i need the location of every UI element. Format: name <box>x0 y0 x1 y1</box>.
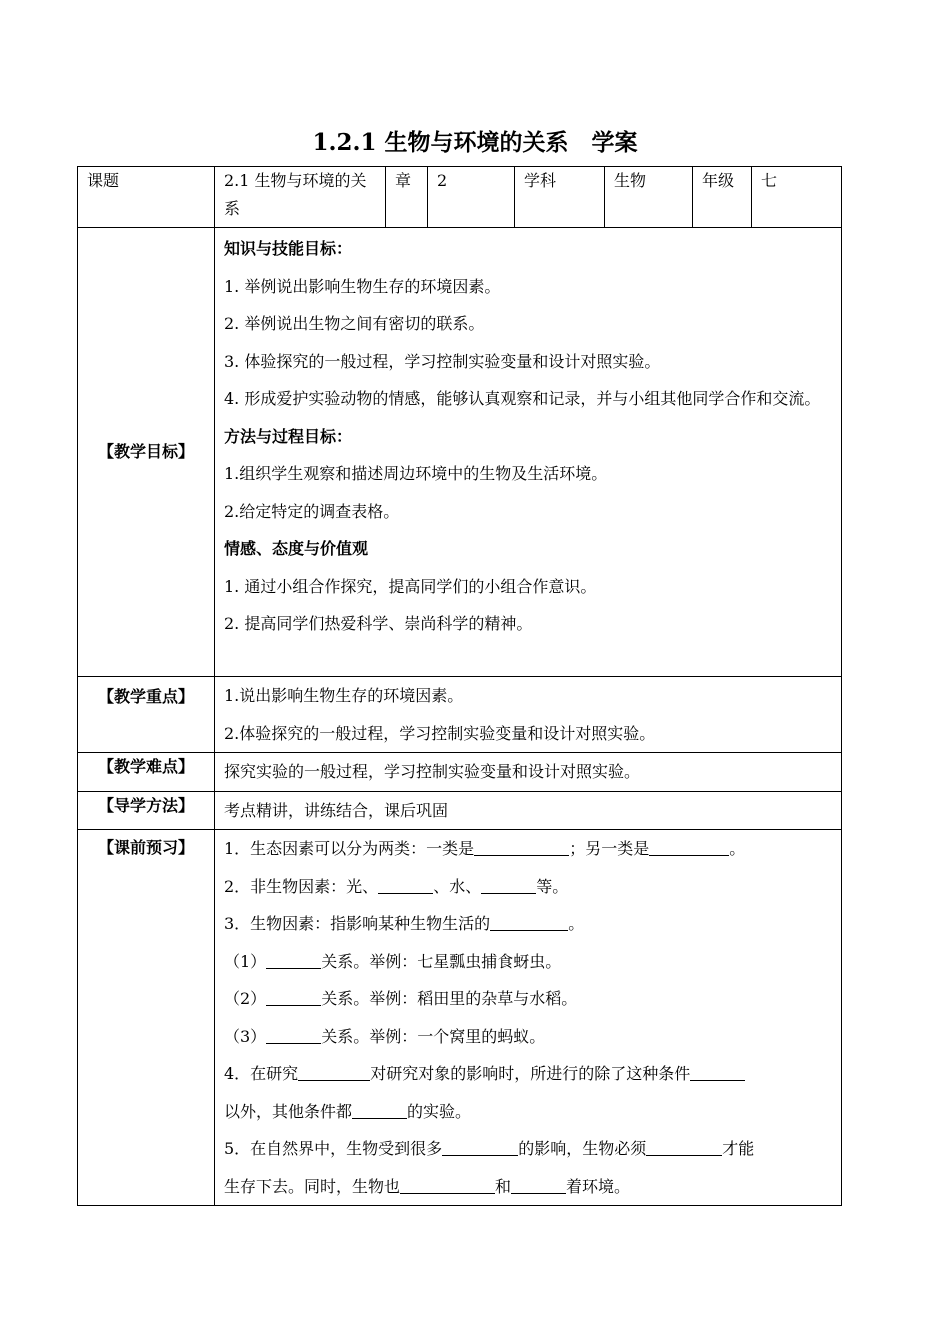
fill-blank <box>298 1062 370 1081</box>
knowledge-heading: 知识与技能目标： <box>224 239 353 258</box>
fill-blank <box>378 875 433 894</box>
key-points-label: 【教学重点】 <box>78 677 215 753</box>
fill-blank <box>352 1100 407 1119</box>
chapter-value: 2 <box>428 167 515 228</box>
subject-value: 生物 <box>605 167 693 228</box>
key-points-content <box>215 677 842 753</box>
fill-blank <box>649 837 729 856</box>
preview-sub-1: （1） 关系。举例：七星瓢虫捕食蚜虫。 <box>224 951 562 971</box>
fill-blank <box>266 987 321 1006</box>
method-content <box>215 791 842 830</box>
fill-blank <box>266 1025 321 1044</box>
difficult-item: 探究实验的一般过程，学习控制实验变量和设计对照实验。 <box>224 762 641 781</box>
preview-content <box>215 830 842 1206</box>
fill-blank <box>442 1137 518 1156</box>
preview-sub-2: （2） 关系。举例：稻田里的杂草与水稻。 <box>224 989 578 1008</box>
fill-blank <box>690 1062 745 1081</box>
preview-question-4: 4．在研究 对研究对象的影响时，所进行的除了这种条件 <box>224 1055 832 1093</box>
goal-item: 3. 体验探究的一般过程，学习控制实验变量和设计对照实验。 <box>224 351 661 371</box>
goal-item: 2.给定特定的调查表格。 <box>224 501 400 521</box>
attitude-heading: 情感、态度与价值观 <box>224 539 369 558</box>
fill-blank <box>511 1175 566 1194</box>
fill-blank <box>400 1175 495 1194</box>
preview-sub-3: （3） 关系。举例：一个窝里的蚂蚁。 <box>224 1026 546 1046</box>
subject-label: 学科 <box>515 167 605 228</box>
method-row <box>78 791 842 830</box>
preview-question-5-cont: 生存下去。同时，生物也 和 着环境。 <box>224 1176 631 1196</box>
goal-item: 1.组织学生观察和描述周边环境中的生物及生活环境。 <box>224 464 608 483</box>
preview-question-3: 3．生物因素：指影响某种生物生活的 。 <box>224 914 585 933</box>
topic-label: 课题 <box>78 167 215 228</box>
difficult-content <box>215 753 842 792</box>
fill-blank <box>646 1137 722 1156</box>
preview-question-5: 5．在自然界中，生物受到很多 的影响，生物必须 才能 <box>224 1139 755 1158</box>
header-row <box>78 167 842 228</box>
lesson-plan-table <box>77 166 842 1206</box>
goals-row <box>78 228 842 677</box>
page-title: 1.2.1 生物与环境的关系 学案 <box>312 129 638 156</box>
preview-question-4-cont: 以外，其他条件都 的实验。 <box>224 1101 472 1121</box>
method-label: 【导学方法】 <box>78 791 215 830</box>
grade-label: 年级 <box>693 167 752 228</box>
difficult-row <box>78 753 842 792</box>
goal-item: 1. 通过小组合作探究，提高同学们的小组合作意识。 <box>224 576 597 596</box>
goal-item: 1. 举例说出影响生物生存的环境因素。 <box>224 276 501 296</box>
method-heading: 方法与过程目标： <box>224 426 353 446</box>
fill-blank <box>474 837 569 856</box>
goal-item: 2. 举例说出生物之间有密切的联系。 <box>224 314 485 333</box>
goals-label: 【教学目标】 <box>78 228 215 677</box>
preview-question-1: 1．生态因素可以分为两类：一类是 ；另一类是 。 <box>224 839 746 858</box>
chapter-label: 章 <box>386 167 428 228</box>
preview-row <box>78 830 842 1206</box>
topic-value: 2.1 生物与环境的关系 <box>215 167 386 228</box>
goal-item: 4. 形成爱护实验动物的情感，能够认真观察和记录，并与小组其他同学合作和交流。 <box>224 389 821 408</box>
grade-value: 七 <box>752 167 842 228</box>
key-point-item: 2.体验探究的一般过程，学习控制实验变量和设计对照实验。 <box>224 723 656 743</box>
fill-blank <box>266 950 321 969</box>
key-point-item: 1.说出影响生物生存的环境因素。 <box>224 686 464 705</box>
preview-question-2: 2．非生物因素：光、 、水、 等。 <box>224 876 569 896</box>
goals-content <box>215 228 842 677</box>
fill-blank <box>481 875 536 894</box>
method-item: 考点精讲，讲练结合，课后巩固 <box>224 800 449 820</box>
difficult-label: 【教学难点】 <box>78 753 215 792</box>
goal-item: 2. 提高同学们热爱科学、崇尚科学的精神。 <box>224 614 533 633</box>
key-points-row <box>78 677 842 753</box>
preview-label: 【课前预习】 <box>78 830 215 1206</box>
fill-blank <box>490 912 568 931</box>
